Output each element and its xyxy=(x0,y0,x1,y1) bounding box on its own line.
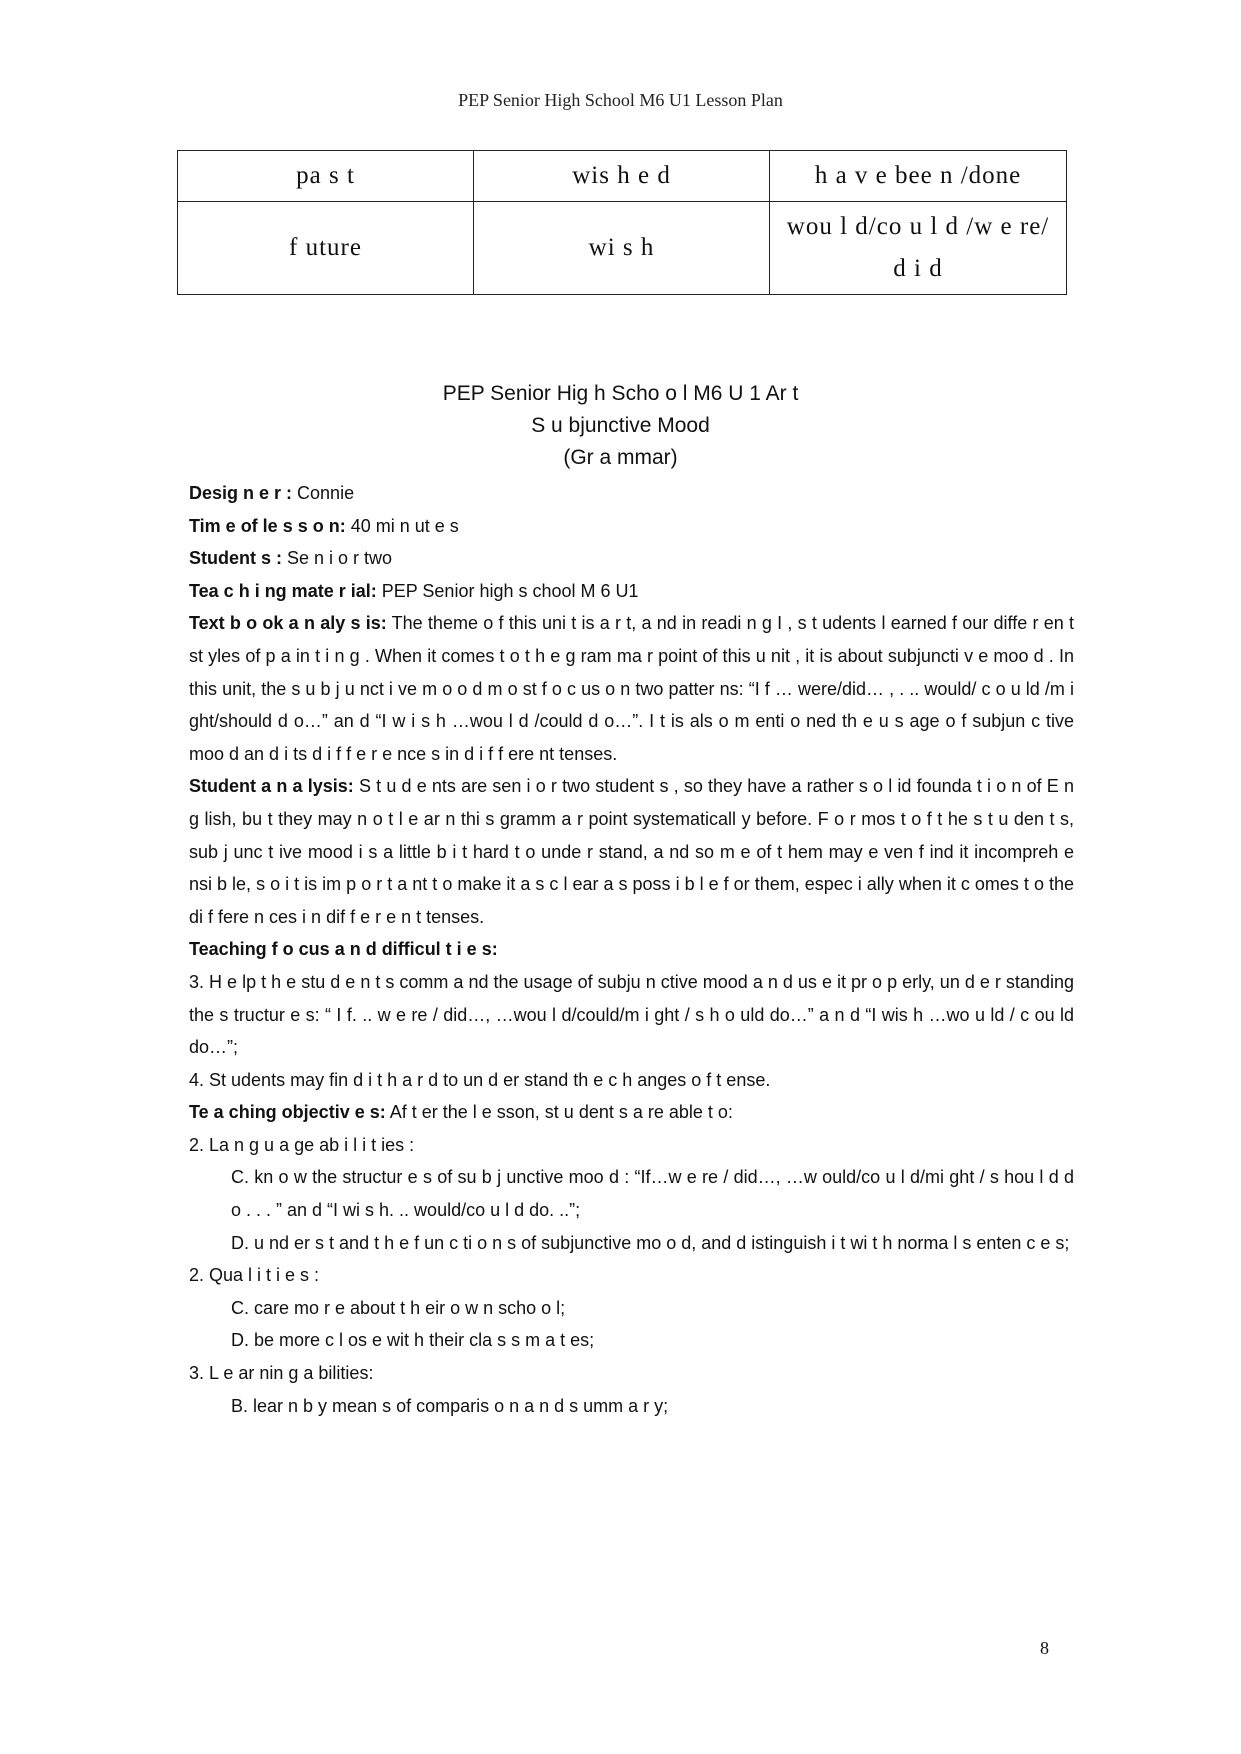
field-label: Te a ching objectiv e s: xyxy=(189,1102,386,1123)
table-cell: wi s h xyxy=(474,202,770,295)
field-label: Text b o ok a n aly s is: xyxy=(189,613,387,634)
title-line-3: (Gr a mmar) xyxy=(563,446,678,469)
qualities-heading: 2. Qua l i t i e s : xyxy=(189,1265,320,1286)
field-value: The theme o f this uni t is a r t, a nd in readi n g I , s t udents l earned f our diffe r en t st yles of p a in t i n g . When it comes t o t h e g ram ma r point of this u nit , it is about subjuncti v e moo d . In this unit, the s u b j u nct i ve m o o d m o st f o c us o n two patter ns: “I f … were/did… , . .. would/ c o u ld /m i ght/should d o…” an d “I w i s h …wou l d /could d o…”. I t is als o m enti o ned th e u s age o f subjun c tive moo d an d i ts d i f f e r e nce s in d i f f ere nt tenses. xyxy=(189,613,1074,764)
field-label: Tim e of le s s o n: xyxy=(189,515,346,536)
objectives-line xyxy=(189,1096,1074,1129)
table-cell: f uture xyxy=(178,202,474,295)
material-line xyxy=(189,575,1074,608)
field-label: Student a n a lysis: xyxy=(189,776,354,797)
objective-item: D. be more c l os e wit h their cla s s m a t es; xyxy=(231,1330,595,1351)
field-value: PEP Senior high s chool M 6 U1 xyxy=(376,580,639,601)
focus-heading xyxy=(189,933,1074,966)
field-label: Desig n e r : xyxy=(189,483,293,503)
lesson-body xyxy=(189,477,1074,1422)
objective-item: B. lear n b y mean s of comparis o n a n d s umm a r y; xyxy=(231,1395,669,1416)
focus-item: 4. St udents may fin d i t h a r d to un d er stand th e c h anges o f t ense. xyxy=(189,1069,771,1090)
students-line xyxy=(189,542,1074,575)
table-cell: h a v e bee n /done xyxy=(770,151,1067,202)
field-value: 40 mi n ut e s xyxy=(345,515,459,536)
field-value: Af t er the l e sson, st u dent s a re able t o: xyxy=(385,1102,733,1123)
objective-item: D. u nd er s t and t h e f un c ti o n s of subjunctive mo o d, and d istinguish i t wi t h norma l s enten c e s; xyxy=(231,1232,1070,1253)
page-number: 8 xyxy=(1040,1638,1049,1658)
objective-item: C. care mo r e about t h eir o w n scho o l; xyxy=(231,1297,566,1318)
field-value: Connie xyxy=(292,483,355,503)
table-row xyxy=(178,202,1067,295)
field-label: Teaching f o cus a n d difficul t i e s: xyxy=(189,939,498,960)
designer-line xyxy=(189,477,1074,510)
time-line xyxy=(189,510,1074,543)
field-value: S t u d e nts are sen i o r two student s , so they have a rather s o l id founda t i o n of E n g lish, bu t they may n o t l e ar n thi s gramm a r point systematicall y before. F o r mos t o f t he s t u den t s, sub j unc t ive mood i s a little b i t hard t o unde r stand, a nd so m e of t hem may e ven f ind it incompreh e nsi b le, s o i t is im p o r t a nt t o make it a s c l ear a s poss i b l e f or them, espec i ally when it c omes t o the di f fere n ces i n dif f e r e n t tenses. xyxy=(189,776,1075,927)
lesson-title xyxy=(0,378,1241,474)
title-line-2: S u bjunctive Mood xyxy=(531,414,710,437)
field-label: Tea c h i ng mate r ial: xyxy=(189,580,377,601)
table-cell: pa s t xyxy=(178,151,474,202)
student-analysis xyxy=(189,770,1074,933)
objective-item: C. kn o w the structur e s of su b j unctive moo d : “If…w e re / did…, …w ould/co u l d/mi ght / s hou l d d o . . . ” an d “I wi s h. .. would/co u l d do. ..”; xyxy=(231,1167,1074,1221)
table-cell: wis h e d xyxy=(474,151,770,202)
textbook-analysis xyxy=(189,607,1074,770)
focus-item: 3. H e lp t h e stu d e n t s comm a nd the usage of subju n ctive mood a n d us e it pr o p erly, un d e r standing the s tructur e s: “ I f. .. w e re / did…, …wou l d/could/m i ght / s h o uld do…” a n d “I wis h …wo u ld / c ou ld do…”; xyxy=(189,971,1074,1058)
field-label: Student s : xyxy=(189,548,282,569)
running-header: PEP Senior High School M6 U1 Lesson Plan xyxy=(458,90,783,110)
learning-abilities-heading: 3. L e ar nin g a bilities: xyxy=(189,1363,374,1384)
field-value: Se n i o r two xyxy=(282,548,393,569)
tense-table xyxy=(177,150,1067,295)
table-cell: wou l d/co u l d /w e re/ d i d xyxy=(770,202,1067,295)
table-row xyxy=(178,151,1067,202)
language-abilities-heading: 2. La n g u a ge ab i l i t ies : xyxy=(189,1134,415,1155)
title-line-1: PEP Senior Hig h Scho o l M6 U 1 Ar t xyxy=(442,382,799,405)
